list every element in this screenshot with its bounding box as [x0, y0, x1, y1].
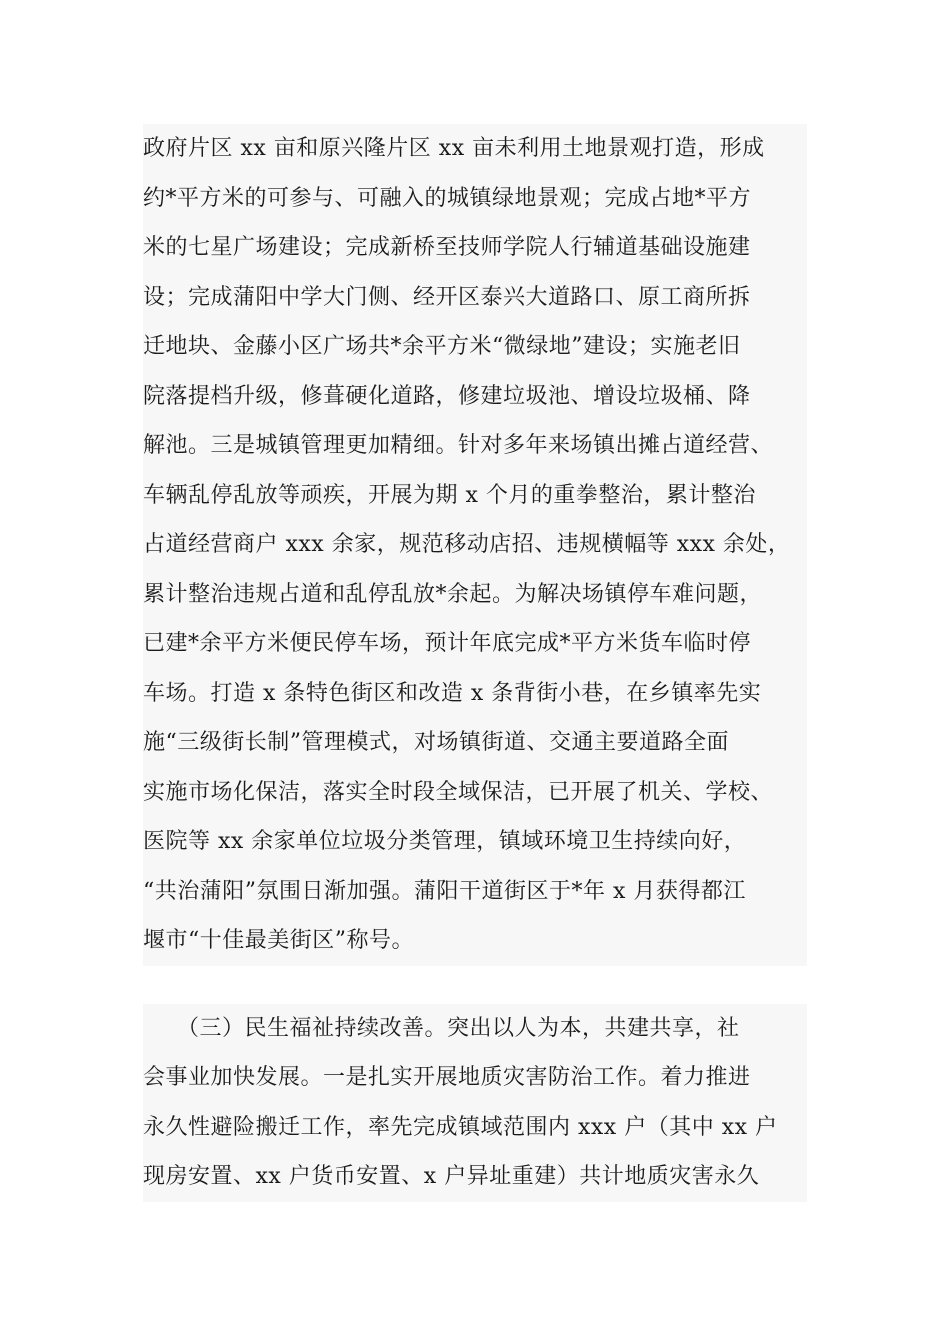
text-line: （三）民生福祉持续改善。突出以人为本，共建共享，社: [143, 1015, 740, 1041]
document-body: [143, 124, 807, 1202]
text-line: 实施市场化保洁，落实全时段全域保洁，已开展了机关、学校、: [143, 779, 774, 805]
text-line: “共治蒲阳”氛围日渐加强。蒲阳干道街区于*年 x 月获得都江: [143, 878, 746, 904]
text-line: 医院等 xx 余家单位垃圾分类管理，镇域环境卫生持续向好，: [143, 829, 747, 854]
text-line: 施“三级街长制”管理模式，对场镇街道、交通主要道路全面: [143, 730, 729, 755]
text-line: 已建*余平方米便民停车场，预计年底完成*平方米货车临时停: [143, 631, 752, 656]
text-line: 院落提档升级，修葺硬化道路，修建垃圾池、增设垃圾桶、降: [143, 383, 751, 409]
text-line: 会事业加快发展。一是扎实开展地质灾害防治工作。着力推进: [143, 1065, 751, 1090]
paragraph-gap: [143, 966, 807, 1004]
text-line: 约*平方米的可参与、可融入的城镇绿地景观；完成占地*平方: [143, 185, 752, 211]
text-line: 米的七星广场建设；完成新桥至技师学院人行辅道基础设施建: [143, 235, 751, 260]
text-line: 车辆乱停乱放等顽疾，开展为期 x 个月的重拳整治，累计整治: [143, 482, 756, 508]
text-line: 占道经营商户 xxx 余家，规范移动店招、违规横幅等 xxx 余处，: [143, 532, 791, 557]
text-line: 政府片区 xx 亩和原兴隆片区 xx 亩未利用土地景观打造，形成: [143, 136, 765, 161]
text-line: 累计整治违规占道和乱停乱放*余起。为解决场镇停车难问题，: [143, 581, 763, 607]
text-line: 迁地块、金藤小区广场共*余平方米“微绿地”建设；实施老旧: [143, 334, 741, 359]
text-line: 永久性避险搬迁工作，率先完成镇域范围内 xxx 户（其中 xx 户: [143, 1114, 778, 1140]
text-line: 解池。三是城镇管理更加精细。针对多年来场镇出摊占道经营、: [143, 433, 774, 458]
text-line: 现房安置、xx 户货币安置、x 户异址重建）共计地质灾害永久: [143, 1164, 760, 1189]
text-line: 设；完成蒲阳中学大门侧、经开区泰兴大道路口、原工商所拆: [143, 284, 751, 310]
paragraph-2: [143, 1004, 807, 1202]
text-line: 车场。打造 x 条特色街区和改造 x 条背街小巷，在乡镇率先实: [143, 680, 762, 706]
text-line: 堰市“十佳最美街区”称号。: [143, 928, 414, 953]
paragraph-1: [143, 124, 807, 966]
